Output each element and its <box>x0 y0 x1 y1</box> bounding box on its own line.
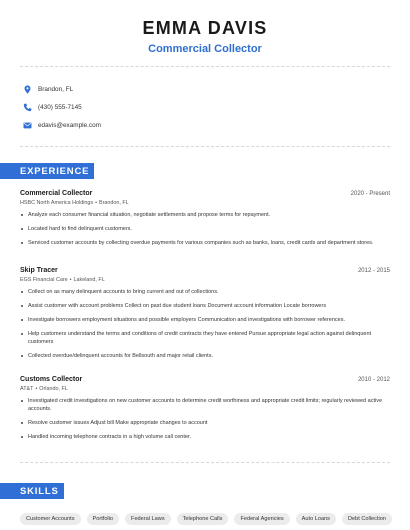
contact-email <box>22 120 101 130</box>
resume-header <box>0 18 410 55</box>
skills-section-header <box>0 483 64 499</box>
skill-chip: Federal Laws <box>125 513 171 525</box>
job-title: Commercial Collector <box>20 190 93 197</box>
job-location: Lakeland, FL <box>73 277 105 283</box>
contact-phone-text: (430) 555-7145 <box>38 103 82 111</box>
skill-chip: Telephone Calls <box>177 513 229 525</box>
contact-phone <box>22 102 82 112</box>
bullet-item: Collect on as many delinquent accounts to bring current and out of collections. <box>20 288 390 296</box>
skill-chip: Auto Loans <box>296 513 336 525</box>
bullet-item: Help customers understand the terms and conditions of credit contracts they have entered Pursue appropriate legal action against delinquent customers <box>20 330 390 346</box>
skill-chip: Portfolio <box>87 513 120 525</box>
job-bullets <box>20 211 390 247</box>
job-dates: 2010 - 2012 <box>357 377 390 383</box>
skills-list <box>20 513 392 525</box>
skill-chip: Debt Collection <box>342 513 392 525</box>
job-title: Skip Tracer <box>20 267 58 274</box>
experience-entry <box>20 376 390 447</box>
bullet-item: Located hard to find delinquent customers. <box>20 225 390 233</box>
skill-chip: Federal Agencies <box>234 513 289 525</box>
job-dates: 2012 - 2015 <box>357 268 390 274</box>
job-company: HSBC North America Holdings <box>20 200 94 206</box>
experience-section-title: EXPERIENCE <box>20 165 90 177</box>
experience-entry <box>20 267 390 366</box>
contact-location-text: Brandon, FL <box>38 85 74 93</box>
job-bullets <box>20 288 390 360</box>
job-bullets <box>20 397 390 441</box>
job-dates: 2020 - Present <box>350 191 390 197</box>
contact-location <box>22 84 73 94</box>
contact-divider <box>20 146 390 147</box>
bullet-item: Investigated credit investigations on new customer accounts to determine credit worthiness and appropriate credit limits; regularly reviewed active accounts. <box>20 397 390 413</box>
map-pin-icon <box>22 84 32 94</box>
skills-section-title: SKILLS <box>20 485 59 497</box>
bullet-item: Analyze each consumer financial situation, negotiate settlements and propose terms for repayment. <box>20 211 390 219</box>
bullet-item: Serviced customer accounts by collecting overdue payments for various companies such as banks, loans, credit cards and department stores. <box>20 239 390 247</box>
job-company: EGS Financial Care <box>20 277 68 283</box>
job-company-line: AT&T • Orlando, FL <box>20 386 68 392</box>
envelope-icon <box>22 120 32 130</box>
job-company-line: HSBC North America Holdings • Brandon, FL <box>20 200 129 206</box>
bullet-item: Handled incoming telephone contracts in a high volume call center. <box>20 433 390 441</box>
candidate-name: EMMA DAVIS <box>142 18 268 38</box>
experience-entry <box>20 190 390 253</box>
job-location: Orlando, FL <box>39 386 68 392</box>
experience-section-header <box>0 163 94 179</box>
bullet-item: Collected overdue/delinquent accounts for Bellsouth and major retail clients. <box>20 352 390 360</box>
bullet-item: Assist customer with account problems Collect on past due student loans Document account information Locate borrowers <box>20 302 390 310</box>
candidate-role: Commercial Collector <box>148 43 262 55</box>
job-company: AT&T <box>20 386 34 392</box>
job-company-line: EGS Financial Care • Lakeland, FL <box>20 277 105 283</box>
contact-email-text: edavis@example.com <box>38 121 101 129</box>
job-title: Customs Collector <box>20 376 83 383</box>
skills-divider <box>20 462 390 463</box>
bullet-item: Investigate borrowers employment situations and possible employers Communication and investigations with borrower references. <box>20 316 390 324</box>
phone-icon <box>22 102 32 112</box>
header-divider <box>20 66 390 67</box>
skill-chip: Customer Accounts <box>20 513 81 525</box>
job-location: Brandon, FL <box>99 200 129 206</box>
bullet-item: Resolve customer issues Adjust bill Make appropriate changes to account <box>20 419 390 427</box>
